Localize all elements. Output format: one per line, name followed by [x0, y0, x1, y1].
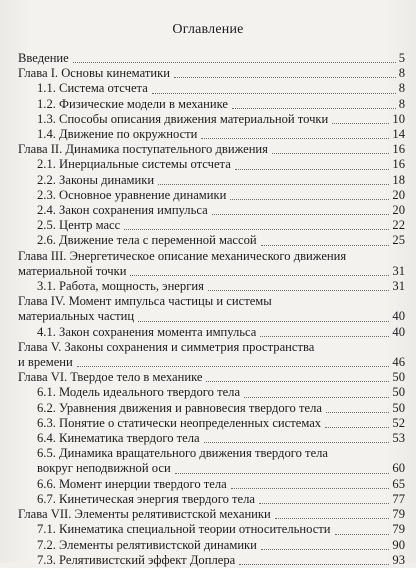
toc-page-number: 10 — [392, 111, 405, 126]
dot-leader — [124, 229, 389, 230]
toc-entry-text: 6.7. Кинетическая энергия твердого тела — [37, 491, 255, 506]
dot-leader — [244, 397, 389, 398]
toc-section-entry — [18, 431, 405, 446]
toc-section-entry — [18, 157, 405, 172]
table-of-contents — [18, 51, 405, 568]
toc-section-entry — [18, 97, 405, 112]
toc-page-number: 22 — [392, 218, 405, 233]
dot-leader — [259, 503, 389, 504]
toc-page-number: 20 — [392, 187, 405, 202]
toc-entry-text: 2.5. Центр масс — [37, 218, 121, 233]
toc-page-number: 20 — [392, 203, 405, 218]
toc-entry-text: 1.2. Физические модели в механике — [37, 96, 229, 111]
toc-chapter-entry — [18, 66, 405, 81]
dot-leader — [272, 153, 389, 154]
toc-entry-text: 7.3. Релятивистский эффект Доплера — [37, 552, 236, 567]
toc-chapter-entry — [18, 507, 405, 522]
dot-leader — [212, 214, 390, 215]
toc-entry-text: 7.2. Элементы релятивистской динамики — [37, 537, 257, 552]
toc-page-number: 31 — [392, 263, 405, 278]
toc-page-number: 8 — [398, 96, 405, 111]
toc-page-number: 40 — [392, 324, 405, 339]
toc-entry-text: 6.5. Динамика вращательного движения твердого тела — [37, 446, 329, 461]
toc-section-entry — [18, 81, 405, 96]
dot-leader — [208, 290, 390, 291]
toc-section-entry — [18, 385, 405, 400]
toc-entry-text: Глава VI. Твердое тело в механике — [18, 370, 203, 385]
toc-entry-text: 1.1. Система отсчета — [37, 81, 148, 96]
toc-page-number: 93 — [392, 552, 405, 567]
toc-chapter-entry — [18, 294, 405, 324]
toc-entry-text: материальных частиц — [18, 309, 135, 324]
dot-leader — [138, 321, 389, 322]
toc-chapter-entry — [18, 249, 405, 279]
toc-section-entry — [18, 446, 405, 476]
toc-entry-text: 6.4. Кинематика твердого тела — [37, 431, 200, 446]
toc-entry-text: Введение — [18, 51, 69, 65]
toc-section-entry — [18, 233, 405, 248]
dot-leader — [152, 93, 396, 94]
toc-section-entry — [18, 553, 405, 568]
dot-leader — [326, 412, 389, 413]
toc-page-number: 52 — [392, 415, 405, 430]
toc-page-number: 25 — [392, 233, 405, 248]
toc-section-entry — [18, 188, 405, 203]
toc-entry-text: Глава IV. Момент импульса частицы и системы — [18, 294, 272, 309]
toc-entry-text: Глава III. Энергетическое описание механического движения — [18, 248, 347, 263]
toc-page-number: 46 — [392, 355, 405, 370]
toc-entry-text: Глава V. Законы сохранения и симметрия пространства — [18, 339, 315, 354]
toc-page-number: 90 — [392, 537, 405, 552]
toc-entry-text: и времени — [18, 355, 73, 370]
toc-page-number: 79 — [392, 507, 405, 522]
toc-page-number: 50 — [392, 370, 405, 385]
toc-entry-text: Глава II. Динамика поступательного движения — [18, 142, 268, 157]
toc-entry-text: 6.2. Уравнения движения и равновесия твердого тела — [37, 400, 322, 415]
dot-leader — [231, 488, 390, 489]
dot-leader — [77, 366, 390, 367]
toc-page-number: 60 — [392, 461, 405, 476]
toc-page-number: 8 — [398, 66, 405, 81]
toc-chapter-entry — [18, 142, 405, 157]
toc-entry-text: 1.4. Движение по окружности — [37, 127, 198, 142]
dot-leader — [261, 549, 389, 550]
toc-page-number: 16 — [392, 157, 405, 172]
toc-page-number: 40 — [392, 309, 405, 324]
dot-leader — [325, 427, 389, 428]
dot-leader — [239, 564, 389, 565]
toc-section-entry — [18, 416, 405, 431]
toc-page-number: 53 — [392, 431, 405, 446]
toc-page-number: 14 — [392, 127, 405, 142]
toc-chapter-entry — [18, 370, 405, 385]
toc-section-entry — [18, 477, 405, 492]
dot-leader — [232, 108, 396, 109]
toc-section-entry — [18, 218, 405, 233]
toc-page-number: 8 — [398, 81, 405, 96]
toc-page-number: 79 — [392, 522, 405, 537]
toc-section-entry — [18, 538, 405, 553]
toc-entry-text: Глава I. Основы кинематики — [18, 66, 170, 81]
toc-section-entry — [18, 112, 405, 127]
dot-leader — [73, 62, 396, 63]
dot-leader — [174, 77, 396, 78]
toc-section-entry — [18, 127, 405, 142]
toc-section-entry — [18, 173, 405, 188]
dot-leader — [260, 336, 389, 337]
dot-leader — [275, 518, 390, 519]
toc-page-number: 5 — [398, 51, 405, 65]
toc-entry-text: 3.1. Работа, мощность, энергия — [37, 279, 204, 294]
dot-leader — [332, 123, 389, 124]
toc-entry-text: 7.1. Кинематика специальной теории относительности — [37, 522, 331, 537]
toc-entry-text: 2.1. Инерциальные системы отсчета — [37, 157, 231, 172]
toc-section-entry — [18, 325, 405, 340]
dot-leader — [235, 169, 390, 170]
dot-leader — [201, 138, 389, 139]
dot-leader — [335, 534, 390, 535]
dot-leader — [130, 275, 389, 276]
toc-entry-text: 2.2. Законы динамики — [37, 172, 155, 187]
toc-page-number: 65 — [392, 476, 405, 491]
toc-section-entry — [18, 492, 405, 507]
toc-page-number: 77 — [392, 491, 405, 506]
toc-title: Оглавление — [172, 22, 244, 37]
toc-entry-text: 2.4. Закон сохранения импульса — [37, 203, 208, 218]
toc-entry-text: 6.6. Момент инерции твердого тела — [37, 476, 227, 491]
toc-page-number: 31 — [392, 279, 405, 294]
dot-leader — [158, 184, 389, 185]
toc-entry-text: 1.3. Способы описания движения материальной точки — [37, 111, 329, 126]
toc-entry-text: 2.6. Движение тела с переменной массой — [37, 233, 257, 248]
toc-entry-text: Глава VII. Элементы релятивистской механики — [18, 507, 271, 522]
toc-section-entry — [18, 203, 405, 218]
toc-entry-text: вокруг неподвижной оси — [37, 461, 171, 476]
toc-section-entry — [18, 522, 405, 537]
dot-leader — [261, 245, 390, 246]
toc-page-number: 50 — [392, 385, 405, 400]
toc-page-number: 16 — [392, 142, 405, 157]
toc-section-entry — [18, 401, 405, 416]
toc-entry-text: 4.1. Закон сохранения момента импульса — [37, 324, 257, 339]
toc-page-number: 50 — [392, 400, 405, 415]
toc-chapter-entry — [18, 340, 405, 370]
dot-leader — [206, 381, 389, 382]
toc-entry-text: 2.3. Основное уравнение динамики — [37, 187, 227, 202]
dot-leader — [230, 199, 389, 200]
toc-chapter-entry — [18, 51, 405, 66]
dot-leader — [204, 442, 390, 443]
dot-leader — [175, 473, 390, 474]
toc-entry-text: 6.3. Понятие о статически неопределенных системах — [37, 415, 322, 430]
toc-page-number: 18 — [392, 172, 405, 187]
toc-entry-text: 6.1. Модель идеального твердого тела — [37, 385, 241, 400]
toc-entry-text: материальной точки — [18, 263, 127, 278]
toc-section-entry — [18, 279, 405, 294]
